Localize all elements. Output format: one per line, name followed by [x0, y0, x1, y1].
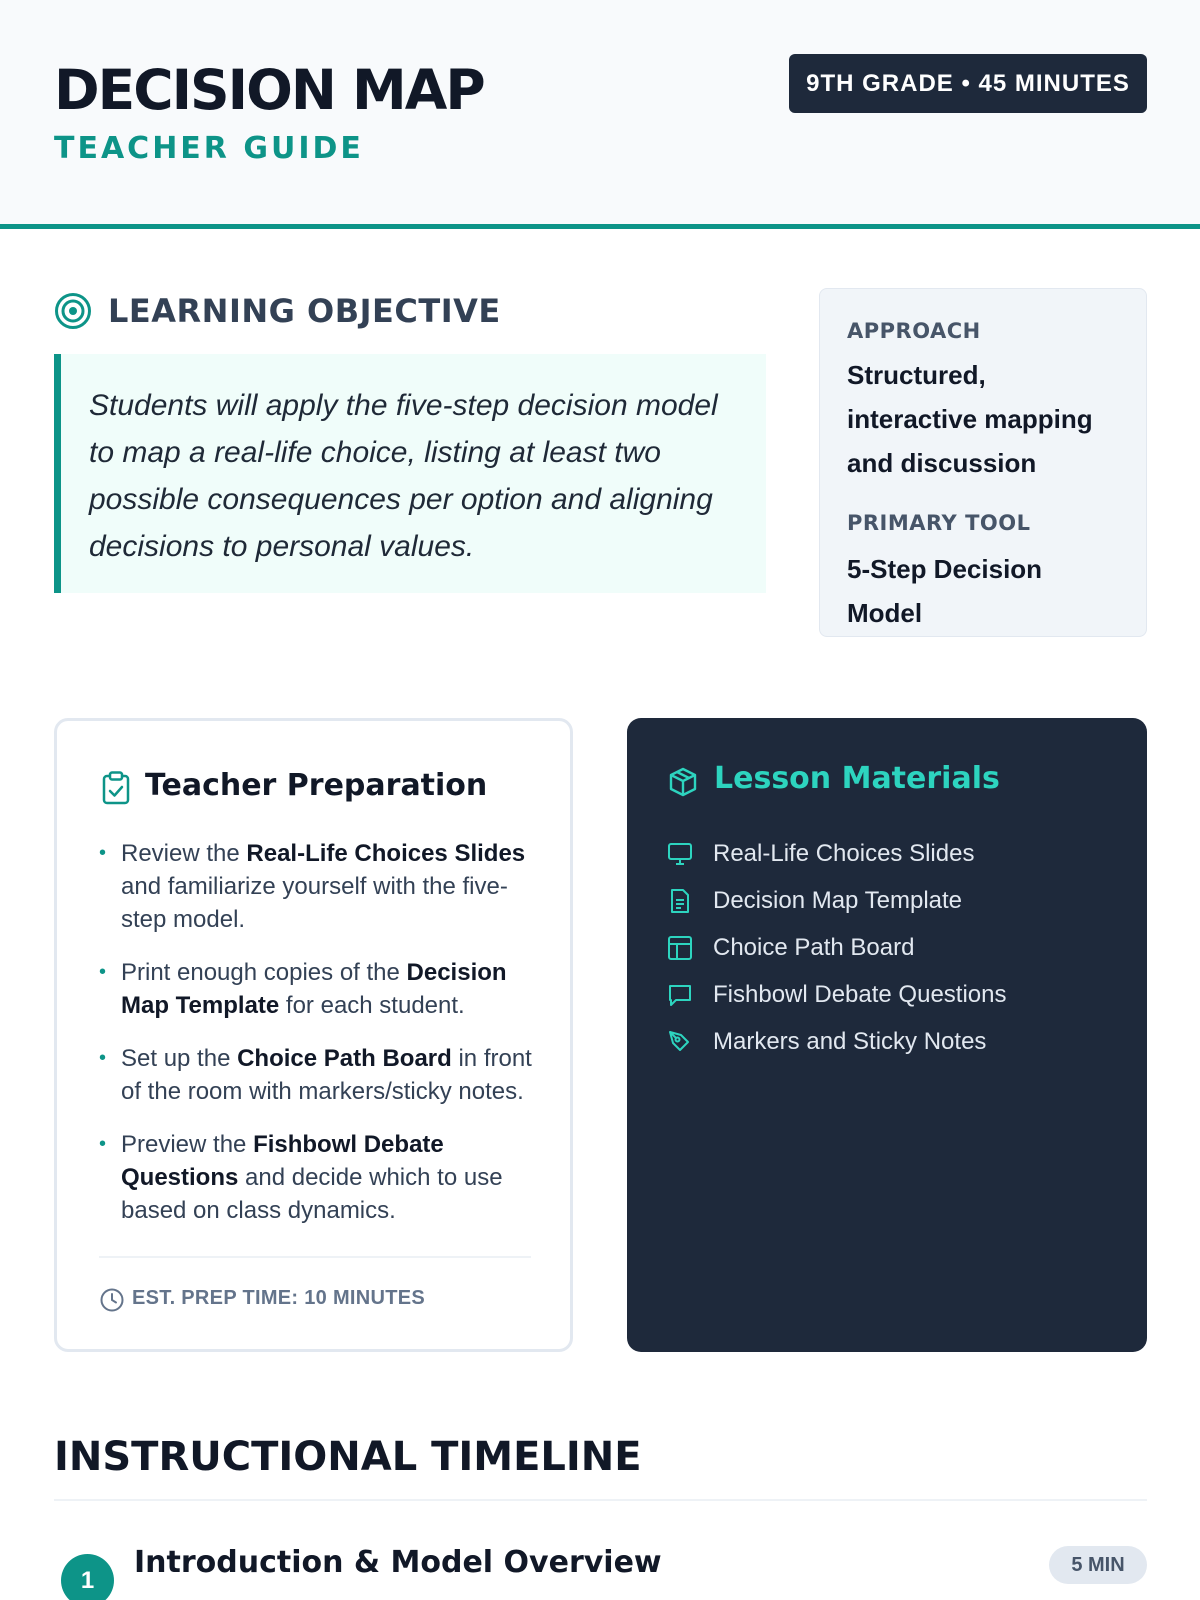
grade-duration-badge: 9TH GRADE • 45 MINUTES	[789, 54, 1147, 113]
step-duration-badge: 5 MIN	[1049, 1546, 1147, 1584]
package-icon	[667, 766, 699, 798]
material-label: Decision Map Template	[713, 886, 963, 914]
materials-list	[667, 830, 1006, 1065]
primary-tool-label: PRIMARY TOOL	[847, 511, 1031, 535]
list-item	[667, 830, 1006, 877]
marker-icon	[667, 1029, 693, 1055]
material-label: Fishbowl Debate Questions	[713, 980, 1007, 1008]
target-icon	[54, 292, 92, 330]
learning-objective-heading: LEARNING OBJECTIVE	[108, 292, 501, 330]
divider	[54, 1499, 1147, 1501]
list-item	[667, 924, 1006, 971]
material-label: Choice Path Board	[713, 933, 915, 961]
page-title: DECISION MAP	[54, 58, 484, 122]
divider	[99, 1256, 531, 1258]
list-item	[667, 1018, 1006, 1065]
teacher-preparation-title: Teacher Preparation	[145, 768, 488, 803]
approach-label: APPROACH	[847, 319, 981, 343]
step-number-badge: 1	[61, 1554, 114, 1600]
list-item: • Print enough copies of the Decision Map Template for each student.	[99, 956, 539, 1022]
material-label: Real-Life Choices Slides	[713, 839, 975, 867]
monitor-icon	[667, 841, 693, 867]
lesson-materials-card	[627, 718, 1147, 1352]
page-subtitle: TEACHER GUIDE	[54, 131, 364, 166]
list-item: • Set up the Choice Path Board in front of the room with markers/sticky notes.	[99, 1042, 539, 1108]
chat-bubble-icon	[667, 982, 693, 1008]
layout-board-icon	[667, 935, 693, 961]
lesson-materials-title: Lesson Materials	[714, 761, 1000, 796]
approach-card	[819, 288, 1147, 637]
list-item: • Preview the Fishbowl Debate Questions and decide which to use based on class dynamics.	[99, 1128, 539, 1227]
preparation-list	[99, 837, 539, 1247]
teacher-preparation-card	[54, 718, 573, 1352]
list-item	[667, 971, 1006, 1018]
approach-value: Structured, interactive mapping and discussion	[847, 360, 1093, 478]
list-item	[667, 877, 1006, 924]
document-icon	[667, 888, 693, 914]
clock-icon	[99, 1287, 125, 1313]
prep-time-estimate: EST. PREP TIME: 10 MINUTES	[132, 1287, 426, 1309]
instructional-timeline-heading: INSTRUCTIONAL TIMELINE	[54, 1434, 642, 1480]
step-title: Introduction & Model Overview	[134, 1545, 662, 1580]
page-header	[0, 0, 1200, 229]
list-item: • Review the Real-Life Choices Slides and familiarize yourself with the five-step model.	[99, 837, 539, 936]
learning-objective-box	[54, 354, 766, 593]
learning-objective-text: Students will apply the five-step decision model to map a real-life choice, listing at least two possible consequences per option and aligning decisions to personal values.	[89, 389, 718, 563]
clipboard-check-icon	[101, 771, 131, 805]
material-label: Markers and Sticky Notes	[713, 1027, 987, 1055]
primary-tool-value: 5-Step Decision Model	[847, 554, 1043, 628]
